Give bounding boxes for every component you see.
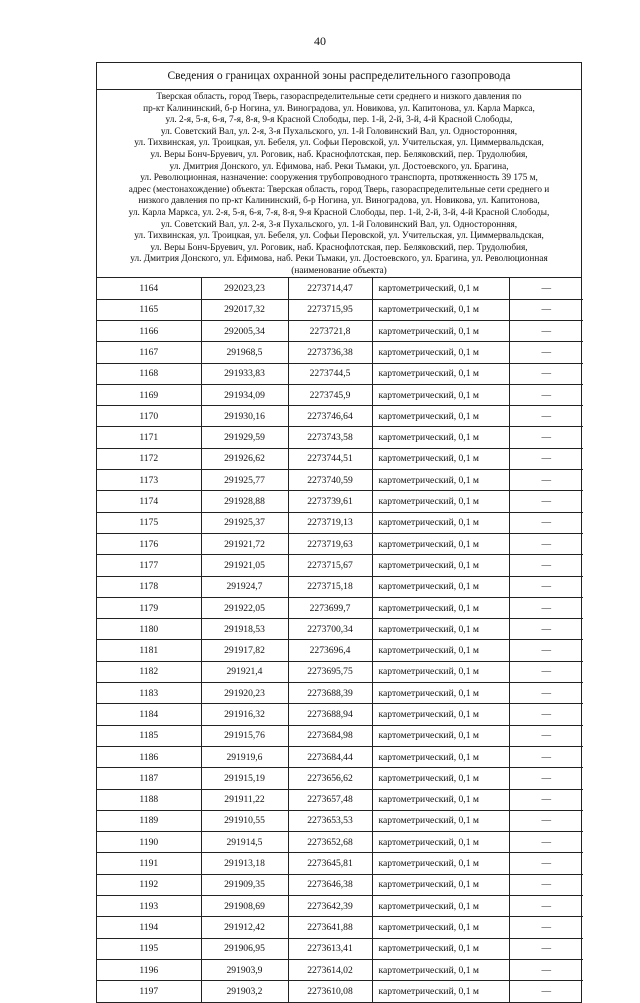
x-coordinate-cell: 291915,19 (201, 768, 288, 789)
table-row (97, 853, 583, 874)
method-cell: картометрический, 0,1 м (372, 789, 509, 810)
x-coordinate-cell: 291916,32 (201, 704, 288, 725)
y-coordinate-cell: 2273744,5 (288, 363, 372, 384)
y-coordinate-cell: 2273715,18 (288, 576, 372, 597)
note-cell: — (509, 959, 583, 980)
y-coordinate-cell: 2273684,44 (288, 746, 372, 767)
method-cell: картометрический, 0,1 м (372, 321, 509, 342)
point-number-cell: 1197 (97, 981, 201, 1002)
x-coordinate-cell: 292023,23 (201, 278, 288, 299)
description-line: ул. Тихвинская, ул. Троицкая, ул. Бебеля, ул. Софьи Перовской, ул. Учительская, ул. Циммервальдская, (134, 138, 544, 149)
note-cell: — (509, 321, 583, 342)
method-cell: картометрический, 0,1 м (372, 278, 509, 299)
point-number-cell: 1183 (97, 683, 201, 704)
method-cell: картометрический, 0,1 м (372, 406, 509, 427)
description-line: ул. Революционная, назначение: сооружения трубопроводного транспорта, протяженность 39 175 м, (140, 173, 538, 184)
point-number-cell: 1173 (97, 470, 201, 491)
description-line: ул. Веры Бонч-Бруевич, ул. Роговик, наб. Краснофлотская, пер. Беляковский, пер. Трудолюбия, (150, 242, 528, 253)
table-row (97, 725, 583, 746)
x-coordinate-cell: 291930,16 (201, 406, 288, 427)
table-row (97, 406, 583, 427)
point-number-cell: 1181 (97, 640, 201, 661)
y-coordinate-cell: 2273719,13 (288, 512, 372, 533)
note-cell: — (509, 853, 583, 874)
method-cell: картометрический, 0,1 м (372, 576, 509, 597)
description-line: ул. Дмитрия Донского, ул. Ефимова, наб. Реки Тьмаки, ул. Достоевского, ул. Брагина, ул. Революционная (130, 254, 548, 265)
table-row (97, 427, 583, 448)
y-coordinate-cell: 2273653,53 (288, 810, 372, 831)
table-row (97, 342, 583, 363)
point-number-cell: 1177 (97, 555, 201, 576)
y-coordinate-cell: 2273740,59 (288, 470, 372, 491)
description-line: ул. 2-я, 5-я, 6-я, 7-я, 8-я, 9-я Красной Слободы, пер. 1-й, 2-й, 3-й, 4-й Красной Слободы, (165, 115, 513, 126)
method-cell: картометрический, 0,1 м (372, 555, 509, 576)
x-coordinate-cell: 291912,42 (201, 917, 288, 938)
x-coordinate-cell: 291921,05 (201, 555, 288, 576)
x-coordinate-cell: 291911,22 (201, 789, 288, 810)
y-coordinate-cell: 2273736,38 (288, 342, 372, 363)
note-cell: — (509, 576, 583, 597)
description-line: Тверская область, город Тверь, газораспределительные сети среднего и низкого давления по (156, 92, 522, 102)
method-cell: картометрический, 0,1 м (372, 959, 509, 980)
note-cell: — (509, 406, 583, 427)
y-coordinate-cell: 2273645,81 (288, 853, 372, 874)
method-cell: картометрический, 0,1 м (372, 896, 509, 917)
object-caption: (наименование объекта) (97, 266, 581, 278)
description-line: ул. Советский Вал, ул. 2-я, 3-я Пухальского, ул. 1-й Головинский Вал, ул. Односторонняя, (160, 219, 518, 230)
method-cell: картометрический, 0,1 м (372, 661, 509, 682)
note-cell: — (509, 597, 583, 618)
x-coordinate-cell: 291903,2 (201, 981, 288, 1002)
table-row (97, 704, 583, 725)
x-coordinate-cell: 291909,35 (201, 874, 288, 895)
x-coordinate-cell: 291910,55 (201, 810, 288, 831)
method-cell: картометрический, 0,1 м (372, 832, 509, 853)
x-coordinate-cell: 291917,82 (201, 640, 288, 661)
table-row (97, 810, 583, 831)
note-cell: — (509, 704, 583, 725)
y-coordinate-cell: 2273696,4 (288, 640, 372, 661)
point-number-cell: 1174 (97, 491, 201, 512)
method-cell: картометрический, 0,1 м (372, 917, 509, 938)
method-cell: картометрический, 0,1 м (372, 640, 509, 661)
table-row (97, 832, 583, 853)
method-cell: картометрический, 0,1 м (372, 533, 509, 554)
point-number-cell: 1176 (97, 533, 201, 554)
note-cell: — (509, 640, 583, 661)
y-coordinate-cell: 2273684,98 (288, 725, 372, 746)
x-coordinate-cell: 291914,5 (201, 832, 288, 853)
method-cell: картометрический, 0,1 м (372, 683, 509, 704)
table-row (97, 597, 583, 618)
y-coordinate-cell: 2273641,88 (288, 917, 372, 938)
table-row (97, 555, 583, 576)
x-coordinate-cell: 291915,76 (201, 725, 288, 746)
x-coordinate-cell: 291928,88 (201, 491, 288, 512)
method-cell: картометрический, 0,1 м (372, 597, 509, 618)
note-cell: — (509, 427, 583, 448)
description-line: ул. Дмитрия Донского, ул. Ефимова, наб. Реки Тьмаки, ул. Достоевского, ул. Брагина, (169, 161, 509, 172)
note-cell: — (509, 661, 583, 682)
description-line: пр-кт Калининский, б-р Ногина, ул. Виноградова, ул. Новикова, ул. Капитонова, ул. Карла Маркса, (143, 103, 535, 114)
x-coordinate-cell: 292017,32 (201, 299, 288, 320)
x-coordinate-cell: 291919,6 (201, 746, 288, 767)
note-cell: — (509, 896, 583, 917)
table-row (97, 299, 583, 320)
y-coordinate-cell: 2273714,47 (288, 278, 372, 299)
method-cell: картометрический, 0,1 м (372, 427, 509, 448)
note-cell: — (509, 789, 583, 810)
method-cell: картометрический, 0,1 м (372, 938, 509, 959)
note-cell: — (509, 299, 583, 320)
table-row (97, 661, 583, 682)
method-cell: картометрический, 0,1 м (372, 363, 509, 384)
y-coordinate-cell: 2273746,64 (288, 406, 372, 427)
x-coordinate-cell: 291924,7 (201, 576, 288, 597)
note-cell: — (509, 810, 583, 831)
y-coordinate-cell: 2273715,67 (288, 555, 372, 576)
method-cell: картометрический, 0,1 м (372, 491, 509, 512)
y-coordinate-cell: 2273700,34 (288, 619, 372, 640)
x-coordinate-cell: 291929,59 (201, 427, 288, 448)
point-number-cell: 1191 (97, 853, 201, 874)
y-coordinate-cell: 2273614,02 (288, 959, 372, 980)
table-row (97, 981, 583, 1002)
point-number-cell: 1180 (97, 619, 201, 640)
table-row (97, 768, 583, 789)
section-title: Сведения о границах охранной зоны распределительного газопровода (97, 63, 581, 90)
point-number-cell: 1171 (97, 427, 201, 448)
x-coordinate-cell: 292005,34 (201, 321, 288, 342)
table-row (97, 683, 583, 704)
point-number-cell: 1195 (97, 938, 201, 959)
y-coordinate-cell: 2273656,62 (288, 768, 372, 789)
method-cell: картометрический, 0,1 м (372, 704, 509, 725)
point-number-cell: 1184 (97, 704, 201, 725)
table-row (97, 448, 583, 469)
note-cell: — (509, 555, 583, 576)
page-number: 40 (314, 34, 326, 48)
table-row (97, 938, 583, 959)
note-cell: — (509, 363, 583, 384)
note-cell: — (509, 725, 583, 746)
table-row (97, 363, 583, 384)
y-coordinate-cell: 2273642,39 (288, 896, 372, 917)
table-row (97, 959, 583, 980)
method-cell: картометрический, 0,1 м (372, 512, 509, 533)
coordinates-table (97, 278, 583, 1002)
y-coordinate-cell: 2273745,9 (288, 384, 372, 405)
point-number-cell: 1172 (97, 448, 201, 469)
method-cell: картометрический, 0,1 м (372, 768, 509, 789)
description-line: ул. Веры Бонч-Бруевич, ул. Роговик, наб. Краснофлотская, пер. Беляковский, пер. Трудолюбия, (150, 149, 528, 160)
point-number-cell: 1190 (97, 832, 201, 853)
description-line: ул. Советский Вал, ул. 2-я, 3-я Пухальского, ул. 1-й Головинский Вал, ул. Односторонняя, (160, 126, 518, 137)
method-cell: картометрический, 0,1 м (372, 746, 509, 767)
note-cell: — (509, 533, 583, 554)
y-coordinate-cell: 2273721,8 (288, 321, 372, 342)
x-coordinate-cell: 291920,23 (201, 683, 288, 704)
method-cell: картометрический, 0,1 м (372, 384, 509, 405)
object-description (97, 90, 581, 266)
table-row (97, 640, 583, 661)
document-frame (96, 62, 582, 1003)
y-coordinate-cell: 2273719,63 (288, 533, 372, 554)
note-cell: — (509, 619, 583, 640)
point-number-cell: 1178 (97, 576, 201, 597)
point-number-cell: 1196 (97, 959, 201, 980)
note-cell: — (509, 917, 583, 938)
point-number-cell: 1164 (97, 278, 201, 299)
y-coordinate-cell: 2273744,51 (288, 448, 372, 469)
y-coordinate-cell: 2273695,75 (288, 661, 372, 682)
point-number-cell: 1193 (97, 896, 201, 917)
note-cell: — (509, 938, 583, 959)
description-line: ул. Тихвинская, ул. Троицкая, ул. Бебеля, ул. Софьи Перовской, ул. Учительская, ул. Циммервальдская, (134, 231, 544, 242)
note-cell: — (509, 768, 583, 789)
point-number-cell: 1188 (97, 789, 201, 810)
method-cell: картометрический, 0,1 м (372, 619, 509, 640)
y-coordinate-cell: 2273715,95 (288, 299, 372, 320)
table-row (97, 278, 583, 299)
x-coordinate-cell: 291925,77 (201, 470, 288, 491)
table-row (97, 321, 583, 342)
point-number-cell: 1185 (97, 725, 201, 746)
note-cell: — (509, 832, 583, 853)
method-cell: картометрический, 0,1 м (372, 342, 509, 363)
method-cell: картометрический, 0,1 м (372, 810, 509, 831)
table-row (97, 491, 583, 512)
method-cell: картометрический, 0,1 м (372, 470, 509, 491)
point-number-cell: 1169 (97, 384, 201, 405)
point-number-cell: 1165 (97, 299, 201, 320)
method-cell: картометрический, 0,1 м (372, 299, 509, 320)
y-coordinate-cell: 2273699,7 (288, 597, 372, 618)
table-row (97, 874, 583, 895)
description-line: адрес (местонахождение) объекта: Тверская область, город Тверь, газораспределительные сети среднего и (128, 184, 550, 195)
y-coordinate-cell: 2273613,41 (288, 938, 372, 959)
note-cell: — (509, 278, 583, 299)
note-cell: — (509, 512, 583, 533)
x-coordinate-cell: 291913,18 (201, 853, 288, 874)
y-coordinate-cell: 2273610,08 (288, 981, 372, 1002)
point-number-cell: 1179 (97, 597, 201, 618)
table-row (97, 384, 583, 405)
method-cell: картометрический, 0,1 м (372, 981, 509, 1002)
note-cell: — (509, 874, 583, 895)
x-coordinate-cell: 291903,9 (201, 959, 288, 980)
note-cell: — (509, 448, 583, 469)
x-coordinate-cell: 291918,53 (201, 619, 288, 640)
point-number-cell: 1166 (97, 321, 201, 342)
note-cell: — (509, 342, 583, 363)
x-coordinate-cell: 291925,37 (201, 512, 288, 533)
x-coordinate-cell: 291922,05 (201, 597, 288, 618)
table-row (97, 470, 583, 491)
table-row (97, 896, 583, 917)
x-coordinate-cell: 291921,72 (201, 533, 288, 554)
y-coordinate-cell: 2273652,68 (288, 832, 372, 853)
note-cell: — (509, 683, 583, 704)
table-row (97, 789, 583, 810)
description-line: низкого давления по пр-кт Калининский, б-р Ногина, ул. Виноградова, ул. Новикова, ул. Капитонова, (138, 196, 540, 207)
point-number-cell: 1186 (97, 746, 201, 767)
method-cell: картометрический, 0,1 м (372, 448, 509, 469)
y-coordinate-cell: 2273646,38 (288, 874, 372, 895)
y-coordinate-cell: 2273743,58 (288, 427, 372, 448)
y-coordinate-cell: 2273688,39 (288, 683, 372, 704)
y-coordinate-cell: 2273739,61 (288, 491, 372, 512)
y-coordinate-cell: 2273688,94 (288, 704, 372, 725)
note-cell: — (509, 491, 583, 512)
point-number-cell: 1175 (97, 512, 201, 533)
point-number-cell: 1168 (97, 363, 201, 384)
x-coordinate-cell: 291906,95 (201, 938, 288, 959)
note-cell: — (509, 981, 583, 1002)
y-coordinate-cell: 2273657,48 (288, 789, 372, 810)
table-row (97, 576, 583, 597)
point-number-cell: 1189 (97, 810, 201, 831)
x-coordinate-cell: 291908,69 (201, 896, 288, 917)
method-cell: картометрический, 0,1 м (372, 853, 509, 874)
x-coordinate-cell: 291968,5 (201, 342, 288, 363)
method-cell: картометрический, 0,1 м (372, 874, 509, 895)
point-number-cell: 1170 (97, 406, 201, 427)
note-cell: — (509, 384, 583, 405)
point-number-cell: 1192 (97, 874, 201, 895)
x-coordinate-cell: 291934,09 (201, 384, 288, 405)
table-row (97, 917, 583, 938)
point-number-cell: 1187 (97, 768, 201, 789)
table-row (97, 512, 583, 533)
x-coordinate-cell: 291933,83 (201, 363, 288, 384)
point-number-cell: 1167 (97, 342, 201, 363)
method-cell: картометрический, 0,1 м (372, 725, 509, 746)
table-row (97, 746, 583, 767)
note-cell: — (509, 746, 583, 767)
point-number-cell: 1182 (97, 661, 201, 682)
description-line: ул. Карла Маркса, ул. 2-я, 5-я, 6-я, 7-я, 8-я, 9-я Красной Слободы, пер. 1-й, 2-й, 3-й, 4-й Красной Слободы, (128, 207, 550, 218)
x-coordinate-cell: 291926,62 (201, 448, 288, 469)
point-number-cell: 1194 (97, 917, 201, 938)
x-coordinate-cell: 291921,4 (201, 661, 288, 682)
note-cell: — (509, 470, 583, 491)
table-row (97, 533, 583, 554)
table-row (97, 619, 583, 640)
